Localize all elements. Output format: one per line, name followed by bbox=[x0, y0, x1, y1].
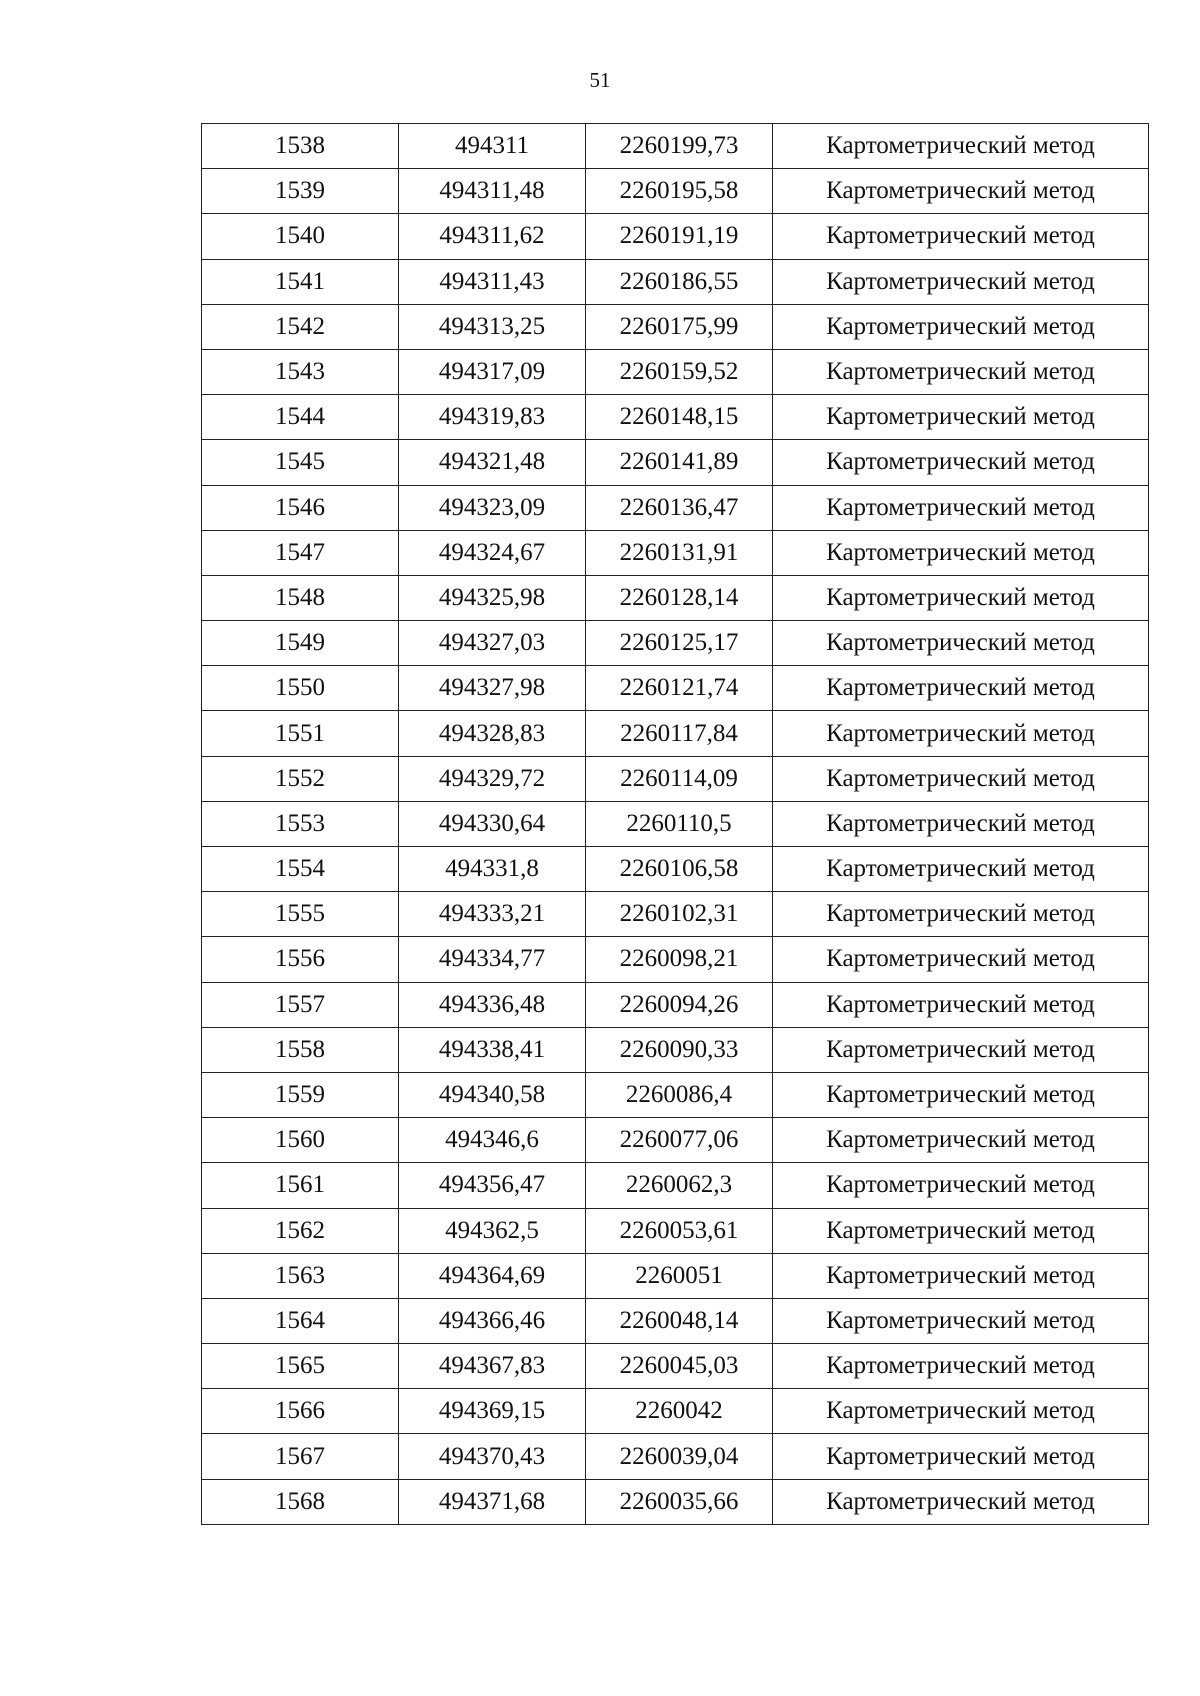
table-row bbox=[202, 937, 1149, 982]
x-coordinate-cell: 494356,47 bbox=[399, 1163, 586, 1208]
point-number-cell: 1551 bbox=[202, 711, 399, 756]
x-coordinate-cell: 494317,09 bbox=[399, 349, 586, 394]
x-coordinate-cell: 494364,69 bbox=[399, 1253, 586, 1298]
method-cell: Картометрический метод bbox=[773, 1298, 1149, 1343]
x-coordinate-cell: 494311,43 bbox=[399, 259, 586, 304]
y-coordinate-cell: 2260125,17 bbox=[586, 621, 773, 666]
y-coordinate-cell: 2260159,52 bbox=[586, 349, 773, 394]
x-coordinate-cell: 494367,83 bbox=[399, 1344, 586, 1389]
method-cell: Картометрический метод bbox=[773, 124, 1149, 169]
method-cell: Картометрический метод bbox=[773, 982, 1149, 1027]
table-row bbox=[202, 349, 1149, 394]
table-row bbox=[202, 1298, 1149, 1343]
point-number-cell: 1564 bbox=[202, 1298, 399, 1343]
y-coordinate-cell: 2260035,66 bbox=[586, 1479, 773, 1524]
y-coordinate-cell: 2260128,14 bbox=[586, 575, 773, 620]
y-coordinate-cell: 2260199,73 bbox=[586, 124, 773, 169]
x-coordinate-cell: 494346,6 bbox=[399, 1118, 586, 1163]
method-cell: Картометрический метод bbox=[773, 169, 1149, 214]
x-coordinate-cell: 494330,64 bbox=[399, 801, 586, 846]
table-row bbox=[202, 666, 1149, 711]
method-cell: Картометрический метод bbox=[773, 530, 1149, 575]
point-number-cell: 1556 bbox=[202, 937, 399, 982]
point-number-cell: 1568 bbox=[202, 1479, 399, 1524]
x-coordinate-cell: 494311,48 bbox=[399, 169, 586, 214]
y-coordinate-cell: 2260141,89 bbox=[586, 440, 773, 485]
x-coordinate-cell: 494369,15 bbox=[399, 1389, 586, 1434]
y-coordinate-cell: 2260048,14 bbox=[586, 1298, 773, 1343]
point-number-cell: 1547 bbox=[202, 530, 399, 575]
table-row bbox=[202, 259, 1149, 304]
method-cell: Картометрический метод bbox=[773, 259, 1149, 304]
point-number-cell: 1557 bbox=[202, 982, 399, 1027]
table-row bbox=[202, 530, 1149, 575]
method-cell: Картометрический метод bbox=[773, 847, 1149, 892]
y-coordinate-cell: 2260062,3 bbox=[586, 1163, 773, 1208]
point-number-cell: 1550 bbox=[202, 666, 399, 711]
method-cell: Картометрический метод bbox=[773, 575, 1149, 620]
x-coordinate-cell: 494311 bbox=[399, 124, 586, 169]
y-coordinate-cell: 2260102,31 bbox=[586, 892, 773, 937]
point-number-cell: 1554 bbox=[202, 847, 399, 892]
method-cell: Картометрический метод bbox=[773, 304, 1149, 349]
point-number-cell: 1545 bbox=[202, 440, 399, 485]
method-cell: Картометрический метод bbox=[773, 666, 1149, 711]
method-cell: Картометрический метод bbox=[773, 1027, 1149, 1072]
x-coordinate-cell: 494340,58 bbox=[399, 1072, 586, 1117]
table-row bbox=[202, 621, 1149, 666]
table-row bbox=[202, 1253, 1149, 1298]
point-number-cell: 1541 bbox=[202, 259, 399, 304]
table-row bbox=[202, 1344, 1149, 1389]
y-coordinate-cell: 2260086,4 bbox=[586, 1072, 773, 1117]
table-row bbox=[202, 892, 1149, 937]
x-coordinate-cell: 494331,8 bbox=[399, 847, 586, 892]
table-row bbox=[202, 1389, 1149, 1434]
point-number-cell: 1565 bbox=[202, 1344, 399, 1389]
method-cell: Картометрический метод bbox=[773, 395, 1149, 440]
method-cell: Картометрический метод bbox=[773, 1253, 1149, 1298]
y-coordinate-cell: 2260042 bbox=[586, 1389, 773, 1434]
table-row bbox=[202, 214, 1149, 259]
method-cell: Картометрический метод bbox=[773, 937, 1149, 982]
x-coordinate-cell: 494313,25 bbox=[399, 304, 586, 349]
table-row bbox=[202, 801, 1149, 846]
y-coordinate-cell: 2260077,06 bbox=[586, 1118, 773, 1163]
table-row bbox=[202, 982, 1149, 1027]
point-number-cell: 1542 bbox=[202, 304, 399, 349]
method-cell: Картометрический метод bbox=[773, 1163, 1149, 1208]
point-number-cell: 1538 bbox=[202, 124, 399, 169]
point-number-cell: 1553 bbox=[202, 801, 399, 846]
table-row bbox=[202, 1072, 1149, 1117]
x-coordinate-cell: 494319,83 bbox=[399, 395, 586, 440]
method-cell: Картометрический метод bbox=[773, 1479, 1149, 1524]
x-coordinate-cell: 494329,72 bbox=[399, 756, 586, 801]
x-coordinate-cell: 494371,68 bbox=[399, 1479, 586, 1524]
point-number-cell: 1539 bbox=[202, 169, 399, 214]
table-row bbox=[202, 1208, 1149, 1253]
point-number-cell: 1555 bbox=[202, 892, 399, 937]
y-coordinate-cell: 2260090,33 bbox=[586, 1027, 773, 1072]
point-number-cell: 1562 bbox=[202, 1208, 399, 1253]
y-coordinate-cell: 2260094,26 bbox=[586, 982, 773, 1027]
table-row bbox=[202, 304, 1149, 349]
x-coordinate-cell: 494328,83 bbox=[399, 711, 586, 756]
point-number-cell: 1566 bbox=[202, 1389, 399, 1434]
table-row bbox=[202, 124, 1149, 169]
method-cell: Картометрический метод bbox=[773, 214, 1149, 259]
x-coordinate-cell: 494311,62 bbox=[399, 214, 586, 259]
table-row bbox=[202, 847, 1149, 892]
table-row bbox=[202, 1434, 1149, 1479]
x-coordinate-cell: 494323,09 bbox=[399, 485, 586, 530]
y-coordinate-cell: 2260131,91 bbox=[586, 530, 773, 575]
table-row bbox=[202, 440, 1149, 485]
table-row bbox=[202, 575, 1149, 620]
method-cell: Картометрический метод bbox=[773, 1434, 1149, 1479]
table-row bbox=[202, 1163, 1149, 1208]
method-cell: Картометрический метод bbox=[773, 1389, 1149, 1434]
table-row bbox=[202, 1118, 1149, 1163]
y-coordinate-cell: 2260136,47 bbox=[586, 485, 773, 530]
y-coordinate-cell: 2260186,55 bbox=[586, 259, 773, 304]
point-number-cell: 1559 bbox=[202, 1072, 399, 1117]
point-number-cell: 1563 bbox=[202, 1253, 399, 1298]
point-number-cell: 1544 bbox=[202, 395, 399, 440]
x-coordinate-cell: 494325,98 bbox=[399, 575, 586, 620]
method-cell: Картометрический метод bbox=[773, 801, 1149, 846]
x-coordinate-cell: 494366,46 bbox=[399, 1298, 586, 1343]
y-coordinate-cell: 2260106,58 bbox=[586, 847, 773, 892]
y-coordinate-cell: 2260051 bbox=[586, 1253, 773, 1298]
point-number-cell: 1540 bbox=[202, 214, 399, 259]
coordinates-table bbox=[201, 123, 1149, 1525]
table-row bbox=[202, 756, 1149, 801]
table-row bbox=[202, 395, 1149, 440]
point-number-cell: 1549 bbox=[202, 621, 399, 666]
x-coordinate-cell: 494333,21 bbox=[399, 892, 586, 937]
method-cell: Картометрический метод bbox=[773, 1072, 1149, 1117]
x-coordinate-cell: 494370,43 bbox=[399, 1434, 586, 1479]
y-coordinate-cell: 2260110,5 bbox=[586, 801, 773, 846]
method-cell: Картометрический метод bbox=[773, 892, 1149, 937]
x-coordinate-cell: 494334,77 bbox=[399, 937, 586, 982]
method-cell: Картометрический метод bbox=[773, 756, 1149, 801]
method-cell: Картометрический метод bbox=[773, 485, 1149, 530]
y-coordinate-cell: 2260045,03 bbox=[586, 1344, 773, 1389]
x-coordinate-cell: 494336,48 bbox=[399, 982, 586, 1027]
point-number-cell: 1546 bbox=[202, 485, 399, 530]
point-number-cell: 1560 bbox=[202, 1118, 399, 1163]
y-coordinate-cell: 2260117,84 bbox=[586, 711, 773, 756]
table-row bbox=[202, 169, 1149, 214]
x-coordinate-cell: 494327,98 bbox=[399, 666, 586, 711]
point-number-cell: 1543 bbox=[202, 349, 399, 394]
method-cell: Картометрический метод bbox=[773, 1118, 1149, 1163]
method-cell: Картометрический метод bbox=[773, 440, 1149, 485]
method-cell: Картометрический метод bbox=[773, 711, 1149, 756]
x-coordinate-cell: 494321,48 bbox=[399, 440, 586, 485]
y-coordinate-cell: 2260148,15 bbox=[586, 395, 773, 440]
point-number-cell: 1561 bbox=[202, 1163, 399, 1208]
y-coordinate-cell: 2260114,09 bbox=[586, 756, 773, 801]
y-coordinate-cell: 2260191,19 bbox=[586, 214, 773, 259]
x-coordinate-cell: 494327,03 bbox=[399, 621, 586, 666]
point-number-cell: 1548 bbox=[202, 575, 399, 620]
x-coordinate-cell: 494338,41 bbox=[399, 1027, 586, 1072]
y-coordinate-cell: 2260121,74 bbox=[586, 666, 773, 711]
table-row bbox=[202, 485, 1149, 530]
page-number: 51 bbox=[589, 68, 611, 92]
x-coordinate-cell: 494324,67 bbox=[399, 530, 586, 575]
y-coordinate-cell: 2260039,04 bbox=[586, 1434, 773, 1479]
method-cell: Картометрический метод bbox=[773, 621, 1149, 666]
table-row bbox=[202, 711, 1149, 756]
point-number-cell: 1558 bbox=[202, 1027, 399, 1072]
y-coordinate-cell: 2260098,21 bbox=[586, 937, 773, 982]
coordinates-table-body bbox=[202, 124, 1149, 1525]
method-cell: Картометрический метод bbox=[773, 1344, 1149, 1389]
point-number-cell: 1567 bbox=[202, 1434, 399, 1479]
method-cell: Картометрический метод bbox=[773, 1208, 1149, 1253]
y-coordinate-cell: 2260053,61 bbox=[586, 1208, 773, 1253]
y-coordinate-cell: 2260195,58 bbox=[586, 169, 773, 214]
method-cell: Картометрический метод bbox=[773, 349, 1149, 394]
table-row bbox=[202, 1479, 1149, 1524]
table-row bbox=[202, 1027, 1149, 1072]
point-number-cell: 1552 bbox=[202, 756, 399, 801]
x-coordinate-cell: 494362,5 bbox=[399, 1208, 586, 1253]
y-coordinate-cell: 2260175,99 bbox=[586, 304, 773, 349]
